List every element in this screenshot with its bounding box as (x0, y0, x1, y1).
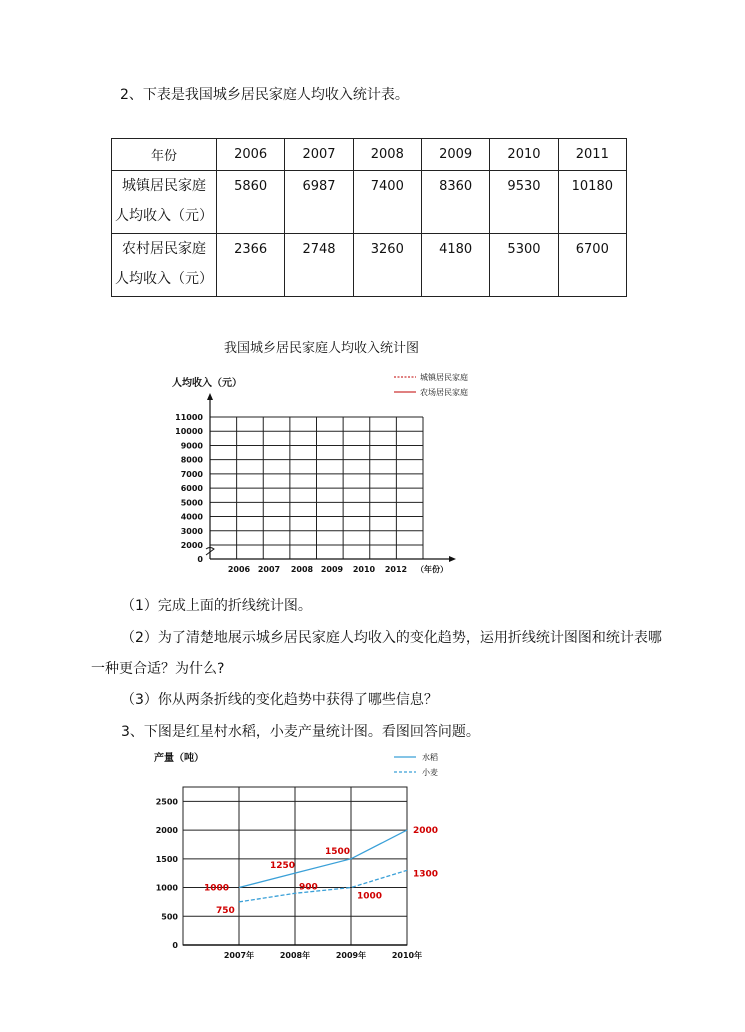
y-tick-label: 4000 (180, 512, 203, 522)
wheat-data-label: 1300 (413, 869, 439, 880)
table-cell: 2366 (217, 234, 285, 297)
y-tick-label: 8000 (180, 455, 203, 465)
table-row (112, 171, 627, 234)
y-tick-label: 1000 (155, 883, 178, 893)
table-header-cell: 2007 (285, 139, 353, 171)
y-tick-label: 0 (172, 941, 178, 950)
y-tick-label: 3000 (180, 526, 203, 536)
x-tick-label: 2007年 (223, 951, 255, 960)
rice-data-label: 1250 (270, 861, 296, 872)
table-cell: 9530 (490, 171, 558, 234)
row-label-line: 人均收入（元） (115, 208, 213, 224)
table-header-cell: 2009 (421, 139, 489, 171)
y-axis-arrow (207, 393, 213, 400)
y-axis-label: 人均收入（元） (172, 378, 242, 389)
row-label-line: 人均收入（元） (115, 271, 213, 287)
y-axis-label: 产量（吨） (154, 753, 204, 764)
row-label-line: 城镇居民家庭 (122, 178, 206, 194)
legend-label-rural: 农场居民家庭 (420, 388, 468, 397)
wheat-data-label: 750 (216, 905, 235, 916)
table-cell: 5300 (490, 234, 558, 297)
x-tick-label: 2006 (227, 565, 251, 574)
question-3-heading: 3、下图是红星村水稻，小麦产量统计图。看图回答问题。 (121, 724, 480, 740)
question-2-part-2-continued: 一种更合适？为什么? (91, 661, 225, 677)
x-tick-label: 2008年 (279, 951, 311, 960)
x-axis-label: （年份） (416, 565, 448, 574)
table-cell: 4180 (421, 234, 489, 297)
x-tick-label: 2007 (257, 565, 281, 574)
table-cell: 3260 (353, 234, 421, 297)
table-header-cell: 2006 (217, 139, 285, 171)
legend-label-urban: 城镇居民家庭 (420, 373, 468, 382)
table-cell: 7400 (353, 171, 421, 234)
table-header-cell: 2011 (558, 139, 626, 171)
table-cell: 5860 (217, 171, 285, 234)
question-2-part-2: （2）为了清楚地展示城乡居民家庭人均收入的变化趋势，运用折线统计图图和统计表哪 (121, 630, 662, 646)
x-tick-label: 2010 (352, 565, 376, 574)
table-cell: 10180 (558, 171, 626, 234)
rice-data-label: 2000 (413, 826, 439, 837)
question-2-heading: 2、下表是我国城乡居民家庭人均收入统计表。 (120, 87, 409, 103)
table-cell: 6987 (285, 171, 353, 234)
legend-label-rice: 水稻 (422, 753, 438, 762)
x-tick-label: 2012 (384, 565, 408, 574)
legend-label-wheat: 小麦 (422, 768, 438, 777)
question-2-part-3: （3）你从两条折线的变化趋势中获得了哪些信息？ (121, 692, 438, 708)
chart-1-title: 我国城乡居民家庭人均收入统计图 (224, 341, 420, 356)
y-tick-label: 1500 (155, 854, 178, 864)
y-tick-label: 7000 (180, 469, 203, 479)
x-tick-label: 2008 (290, 565, 314, 574)
rice-wheat-production-chart (148, 745, 493, 967)
x-tick-label: 2009 (320, 565, 344, 574)
x-tick-label: 2009年 (335, 951, 367, 960)
row-label-line: 农村居民家庭 (122, 241, 206, 257)
y-tick-label: 5000 (180, 498, 203, 508)
rice-data-label: 1000 (204, 883, 230, 894)
y-tick-label: 2000 (180, 541, 203, 550)
y-tick-label: 0 (197, 555, 203, 564)
rice-data-label: 1500 (325, 846, 351, 857)
table-header-cell: 年份 (112, 139, 217, 171)
y-tick-label: 2000 (155, 826, 178, 836)
table-header-cell: 2008 (353, 139, 421, 171)
y-tick-label: 9000 (180, 441, 203, 451)
income-line-chart-empty (160, 365, 480, 580)
y-tick-label: 10000 (175, 427, 203, 437)
table-header-cell: 2010 (490, 139, 558, 171)
y-tick-label: 500 (161, 912, 178, 922)
y-tick-label: 6000 (180, 484, 203, 494)
table-row-label (112, 171, 217, 234)
table-cell: 8360 (421, 171, 489, 234)
wheat-data-label: 1000 (357, 891, 383, 902)
x-tick-label: 2010年 (391, 951, 423, 960)
y-tick-label: 2500 (155, 797, 178, 807)
table-row-label (112, 234, 217, 297)
table-cell: 6700 (558, 234, 626, 297)
question-2-part-1: （1）完成上面的折线统计图。 (121, 598, 312, 614)
income-table (111, 138, 627, 297)
table-row (112, 234, 627, 297)
table-header-row (112, 139, 627, 171)
table-cell: 2748 (285, 234, 353, 297)
y-tick-label: 11000 (175, 413, 203, 422)
x-axis-arrow (449, 556, 456, 562)
wheat-data-label: 900 (299, 882, 318, 893)
